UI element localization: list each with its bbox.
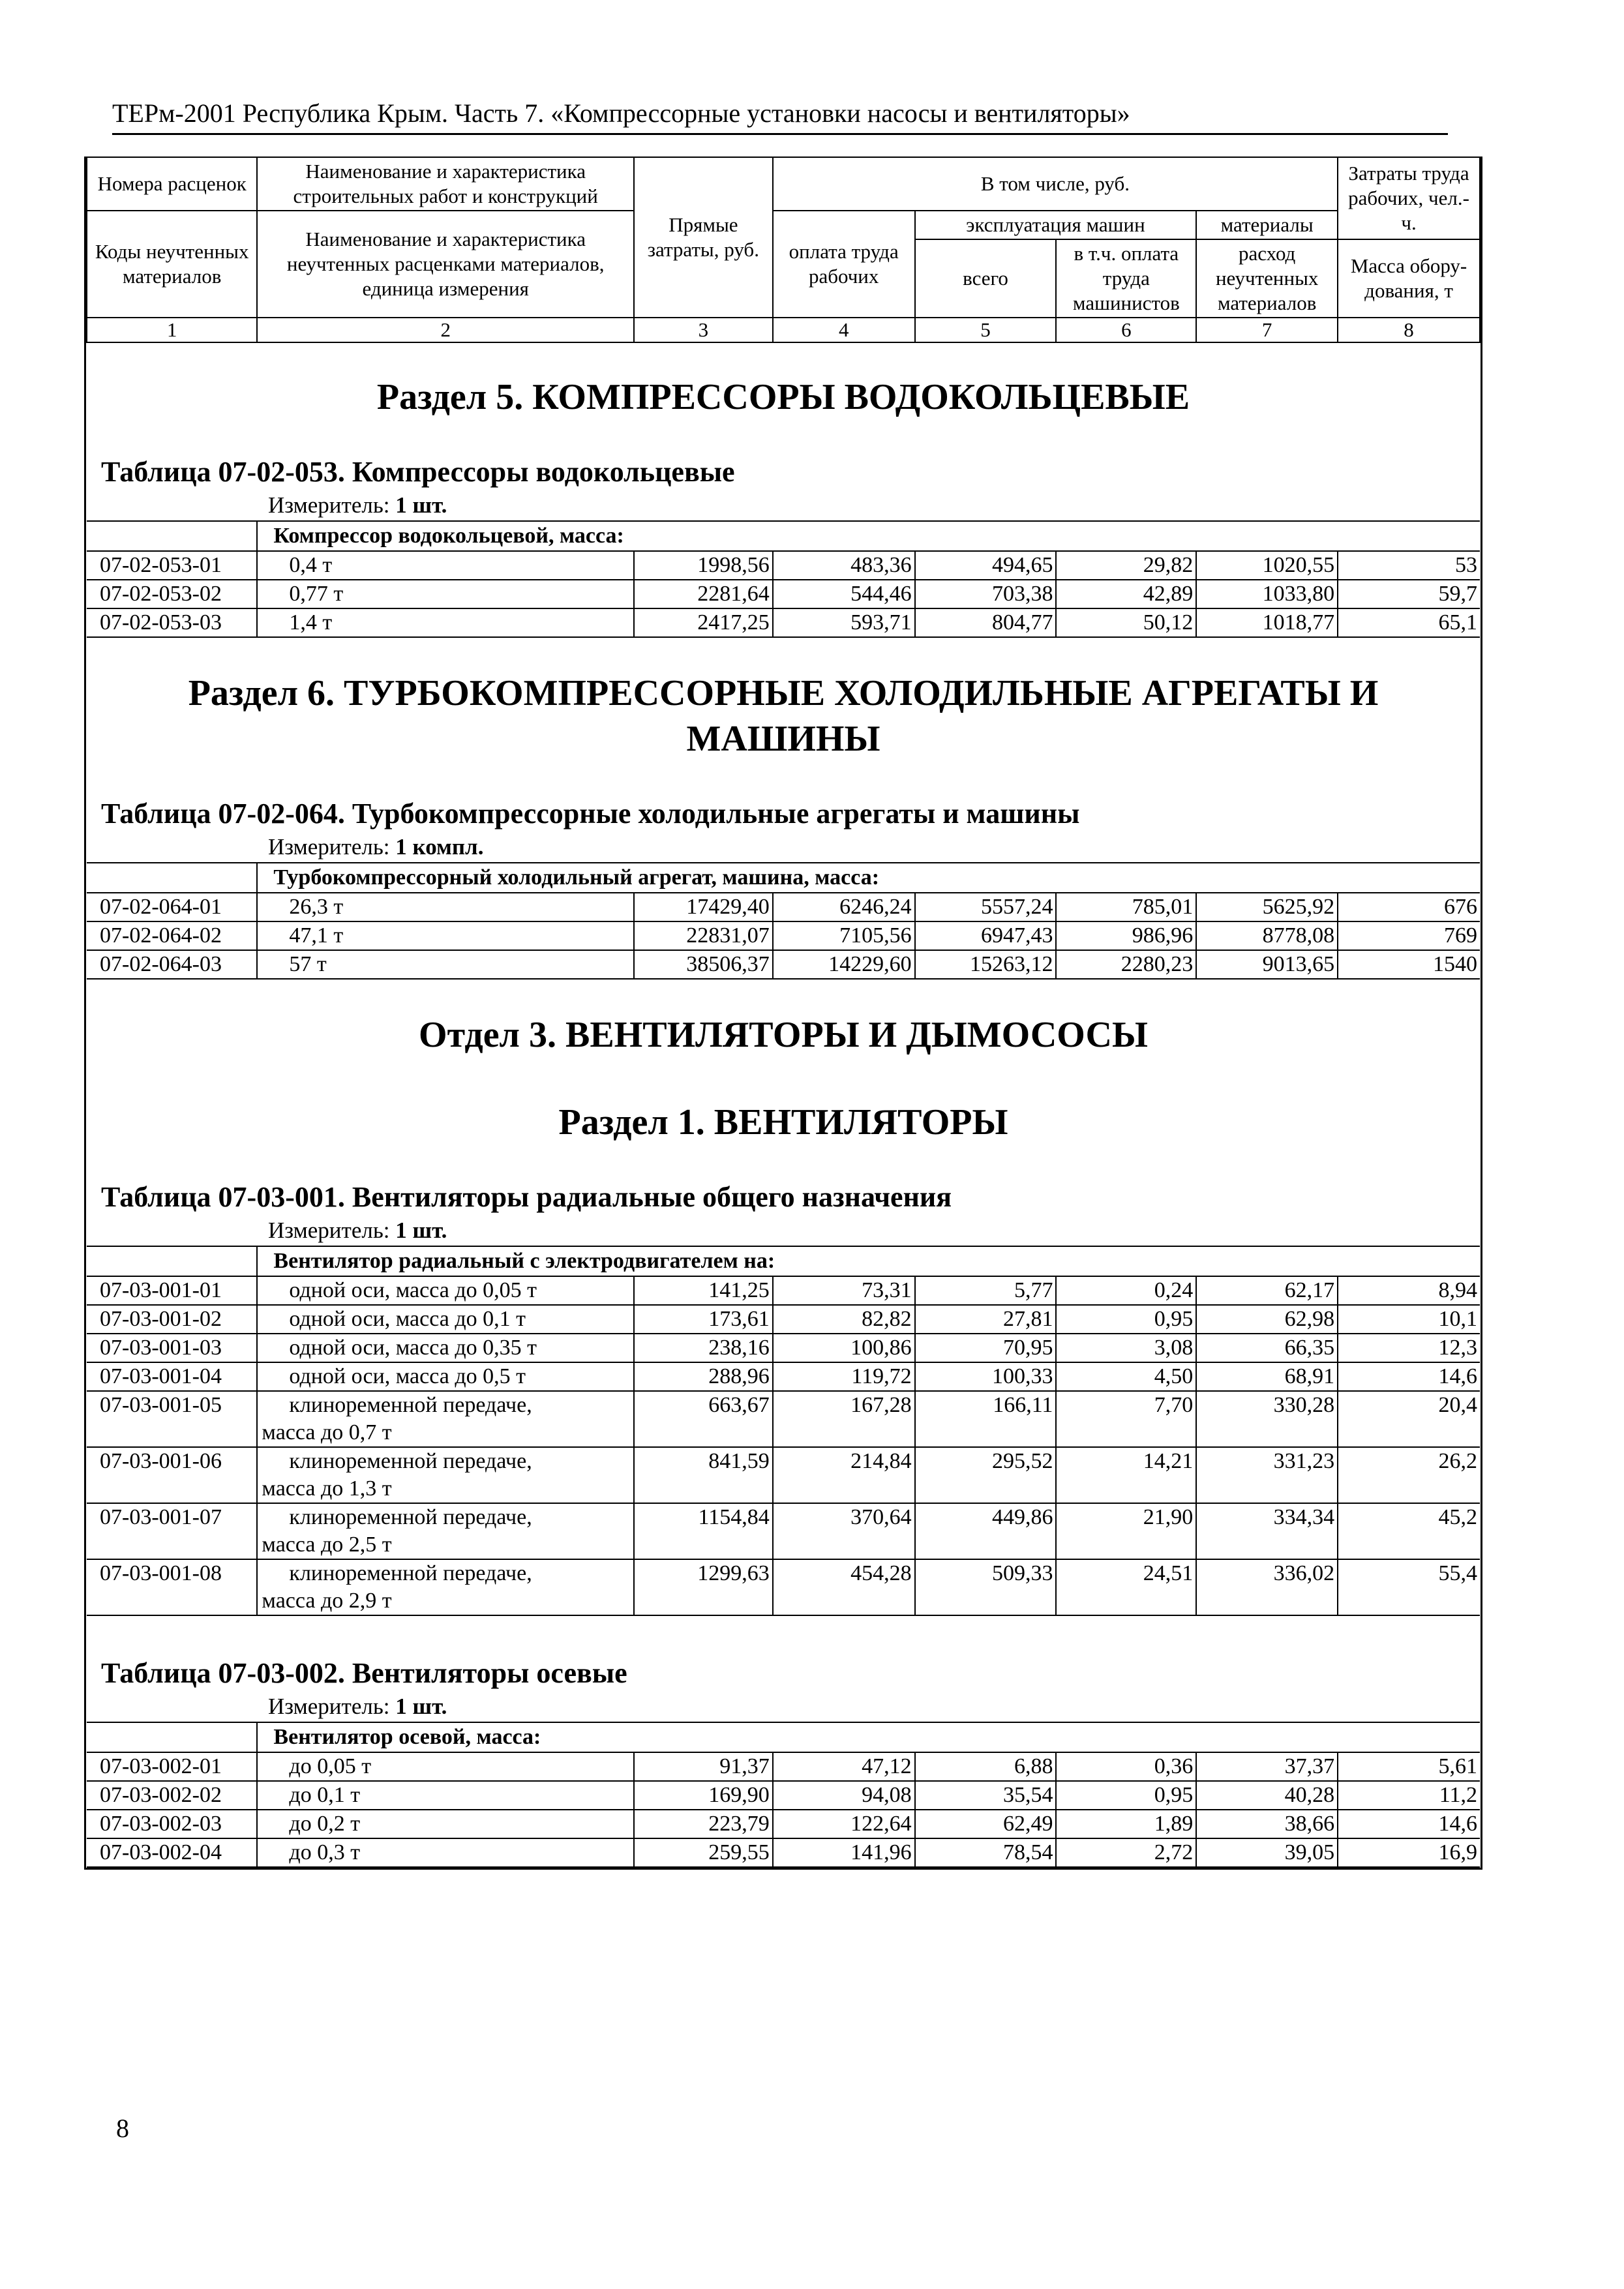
measurement-label: Измеритель: [268, 834, 390, 860]
group-label: Вентилятор осевой, масса: [257, 1722, 1480, 1752]
value-c3: 22831,07 [634, 921, 773, 950]
table-title: Таблица 07-03-001. Вентиляторы радиальные общего назначения [101, 1181, 952, 1213]
value-c5: 166,11 [915, 1391, 1057, 1447]
rate-name [257, 1391, 634, 1447]
value-c5: 100,33 [915, 1362, 1057, 1391]
value-c4: 370,64 [773, 1503, 915, 1559]
rate-name [257, 921, 634, 950]
value-c4: 141,96 [773, 1838, 915, 1867]
group-row [87, 1246, 1480, 1276]
value-c7: 9013,65 [1196, 950, 1338, 979]
value-c5: 494,65 [915, 551, 1057, 580]
value-c8: 1540 [1338, 950, 1480, 979]
value-c8: 14,6 [1338, 1810, 1480, 1838]
rate-code: 07-03-001-06 [87, 1447, 257, 1503]
table-title: Таблица 07-03-002. Вентиляторы осевые [101, 1657, 627, 1689]
value-c4: 82,82 [773, 1305, 915, 1334]
value-c6: 0,24 [1056, 1276, 1196, 1305]
value-c7: 8778,08 [1196, 921, 1338, 950]
value-c8: 65,1 [1338, 608, 1480, 637]
rate-name [257, 580, 634, 608]
value-c8: 11,2 [1338, 1781, 1480, 1810]
rate-name-line: до 0,1 т [289, 1783, 361, 1807]
value-c5: 15263,12 [915, 950, 1057, 979]
rate-code: 07-03-002-02 [87, 1781, 257, 1810]
value-c6: 3,08 [1056, 1334, 1196, 1362]
col1-top-header: Номера расценок [87, 157, 257, 211]
measurement-unit [87, 832, 1480, 862]
value-c8: 59,7 [1338, 580, 1480, 608]
table-title-row [87, 1615, 1480, 1722]
page-header: ТЕРм-2001 Республика Крым. Часть 7. «Компрессорные установки насосы и вентиляторы» [112, 95, 1448, 135]
rate-name-line: одной оси, масса до 0,35 т [289, 1336, 537, 1360]
value-c6: 0,95 [1056, 1781, 1196, 1810]
rate-code: 07-03-001-05 [87, 1391, 257, 1447]
value-c6: 785,01 [1056, 893, 1196, 921]
machines-header: эксплуатация машин [915, 211, 1197, 239]
value-c3: 238,16 [634, 1334, 773, 1362]
rate-name [257, 1503, 634, 1559]
rate-name [257, 1362, 634, 1391]
value-c3: 17429,40 [634, 893, 773, 921]
group-row [87, 521, 1480, 551]
rate-name-line: 0,77 т [289, 582, 344, 606]
column-number: 8 [1338, 318, 1480, 342]
value-c7: 38,66 [1196, 1810, 1338, 1838]
value-c4: 454,28 [773, 1559, 915, 1615]
rate-code: 07-02-064-02 [87, 921, 257, 950]
column-number: 2 [257, 318, 634, 342]
rate-name-line: до 0,2 т [289, 1812, 361, 1836]
value-c3: 1154,84 [634, 1503, 773, 1559]
price-table [84, 157, 1482, 1870]
value-c3: 91,37 [634, 1752, 773, 1781]
materials-header: материалы [1196, 211, 1338, 239]
value-c8: 20,4 [1338, 1391, 1480, 1447]
value-c6: 2280,23 [1056, 950, 1196, 979]
measurement-value: 1 компл. [395, 834, 484, 860]
value-c4: 100,86 [773, 1334, 915, 1362]
value-c5: 6947,43 [915, 921, 1057, 950]
rate-name-line: масса до 1,3 т [262, 1476, 392, 1501]
value-c6: 986,96 [1056, 921, 1196, 950]
value-c4: 593,71 [773, 608, 915, 637]
value-c4: 122,64 [773, 1810, 915, 1838]
value-c3: 141,25 [634, 1276, 773, 1305]
rate-name [257, 1334, 634, 1362]
value-c8: 14,6 [1338, 1362, 1480, 1391]
table-row [87, 1810, 1480, 1838]
rate-name-line: 47,1 т [289, 923, 344, 948]
group-spacer [87, 1722, 257, 1752]
measurement-value: 1 шт. [395, 1218, 447, 1243]
table-row [87, 921, 1480, 950]
table-row [87, 1559, 1480, 1615]
rate-code: 07-03-001-03 [87, 1334, 257, 1362]
value-c6: 14,21 [1056, 1447, 1196, 1503]
table-title-row [87, 772, 1480, 863]
value-c4: 14229,60 [773, 950, 915, 979]
group-spacer [87, 521, 257, 551]
rate-name-line: 1,4 т [289, 610, 333, 635]
value-c5: 70,95 [915, 1334, 1057, 1362]
table-row [87, 580, 1480, 608]
measurement-unit [87, 1692, 1480, 1722]
table-title: Таблица 07-02-064. Турбокомпрессорные холодильные агрегаты и машины [101, 798, 1080, 830]
rate-name-line: одной оси, масса до 0,1 т [289, 1307, 526, 1331]
table-row [87, 1503, 1480, 1559]
rate-name-line: масса до 2,9 т [262, 1589, 392, 1613]
table-title: Таблица 07-02-053. Компрессоры водокольцевые [101, 456, 735, 488]
measurement-label: Измеритель: [268, 492, 390, 518]
rate-name [257, 1752, 634, 1781]
table-title-row [87, 1156, 1480, 1246]
column-number: 6 [1056, 318, 1196, 342]
table-title-row [87, 430, 1480, 521]
rate-name-line: одной оси, масса до 0,05 т [289, 1278, 537, 1302]
rate-name [257, 893, 634, 921]
value-c5: 78,54 [915, 1838, 1057, 1867]
col4-header: оплата труда рабочих [773, 211, 915, 318]
measurement-value: 1 шт. [395, 492, 447, 518]
measurement-unit [87, 1216, 1480, 1246]
section-title: Раздел 6. ТУРБОКОМПРЕССОРНЫЕ ХОЛОДИЛЬНЫЕ АГРЕГАТЫ И МАШИНЫ [188, 673, 1379, 759]
table-row [87, 1447, 1480, 1503]
table-row [87, 1838, 1480, 1867]
rate-name-line: до 0,3 т [289, 1840, 361, 1864]
value-c4: 6246,24 [773, 893, 915, 921]
rate-name [257, 608, 634, 637]
rate-code: 07-02-064-03 [87, 950, 257, 979]
value-c6: 24,51 [1056, 1559, 1196, 1615]
value-c8: 26,2 [1338, 1447, 1480, 1503]
value-c7: 62,17 [1196, 1276, 1338, 1305]
rate-code: 07-03-001-04 [87, 1362, 257, 1391]
rate-name-line: клиноременной передаче, [289, 1393, 532, 1417]
rate-name [257, 551, 634, 580]
rate-name [257, 1276, 634, 1305]
section-heading-row [87, 979, 1480, 1156]
col6-header: в т.ч. оплата труда машинистов [1056, 239, 1196, 318]
value-c8: 55,4 [1338, 1559, 1480, 1615]
col2-bottom-header: Наименование и характеристика неучтенных расценками материалов, единица измерения [257, 211, 634, 318]
page-number: 8 [116, 2114, 129, 2143]
value-c5: 5,77 [915, 1276, 1057, 1305]
rate-code: 07-03-001-01 [87, 1276, 257, 1305]
col3-header: Прямые затраты, руб. [634, 157, 773, 318]
value-c7: 1020,55 [1196, 551, 1338, 580]
column-number: 3 [634, 318, 773, 342]
value-c8: 676 [1338, 893, 1480, 921]
rate-name-line: клиноременной передаче, [289, 1505, 532, 1529]
table-row [87, 893, 1480, 921]
value-c5: 27,81 [915, 1305, 1057, 1334]
col1-bottom-header: Коды неучтенных материалов [87, 211, 257, 318]
value-c6: 50,12 [1056, 608, 1196, 637]
value-c8: 16,9 [1338, 1838, 1480, 1867]
rate-name-line: 57 т [289, 952, 327, 976]
subsection-title: Раздел 1. ВЕНТИЛЯТОРЫ [558, 1102, 1008, 1143]
group-label: Компрессор водокольцевой, масса: [257, 521, 1480, 551]
value-c4: 94,08 [773, 1781, 915, 1810]
col7-header: расход неучтенных материалов [1196, 239, 1338, 318]
value-c7: 39,05 [1196, 1838, 1338, 1867]
measurement-unit [87, 490, 1480, 520]
rate-code: 07-03-001-02 [87, 1305, 257, 1334]
value-c6: 0,36 [1056, 1752, 1196, 1781]
section-title: Отдел 3. ВЕНТИЛЯТОРЫ И ДЫМОСОСЫ [419, 1015, 1148, 1055]
value-c5: 62,49 [915, 1810, 1057, 1838]
value-c5: 295,52 [915, 1447, 1057, 1503]
value-c6: 7,70 [1056, 1391, 1196, 1447]
table-row [87, 1334, 1480, 1362]
table-row [87, 950, 1480, 979]
rate-code: 07-02-053-01 [87, 551, 257, 580]
value-c6: 29,82 [1056, 551, 1196, 580]
column-number: 5 [915, 318, 1057, 342]
rate-name [257, 1810, 634, 1838]
value-c3: 663,67 [634, 1391, 773, 1447]
value-c3: 259,55 [634, 1838, 773, 1867]
value-c6: 4,50 [1056, 1362, 1196, 1391]
value-c4: 73,31 [773, 1276, 915, 1305]
value-c3: 38506,37 [634, 950, 773, 979]
rate-name [257, 1781, 634, 1810]
group-row [87, 863, 1480, 893]
rate-name [257, 950, 634, 979]
value-c7: 334,34 [1196, 1503, 1338, 1559]
rate-code: 07-03-001-07 [87, 1503, 257, 1559]
value-c4: 483,36 [773, 551, 915, 580]
rate-name-line: одной оси, масса до 0,5 т [289, 1364, 526, 1388]
value-c4: 214,84 [773, 1447, 915, 1503]
value-c8: 10,1 [1338, 1305, 1480, 1334]
value-c7: 336,02 [1196, 1559, 1338, 1615]
rate-name [257, 1838, 634, 1867]
value-c8: 45,2 [1338, 1503, 1480, 1559]
col5-header: всего [915, 239, 1057, 318]
value-c4: 47,12 [773, 1752, 915, 1781]
rate-code: 07-02-064-01 [87, 893, 257, 921]
rate-name-line: 26,3 т [289, 895, 344, 919]
column-number: 1 [87, 318, 257, 342]
value-c8: 5,61 [1338, 1752, 1480, 1781]
value-c5: 703,38 [915, 580, 1057, 608]
section-title: Раздел 5. КОМПРЕССОРЫ ВОДОКОЛЬЦЕВЫЕ [376, 377, 1190, 417]
value-c3: 169,90 [634, 1781, 773, 1810]
table-row [87, 1391, 1480, 1447]
value-c3: 1299,63 [634, 1559, 773, 1615]
rate-code: 07-03-002-04 [87, 1838, 257, 1867]
rate-code: 07-03-001-08 [87, 1559, 257, 1615]
value-c8: 12,3 [1338, 1334, 1480, 1362]
col8-bottom-header: Масса обору-дования, т [1338, 239, 1480, 318]
value-c5: 449,86 [915, 1503, 1057, 1559]
value-c3: 841,59 [634, 1447, 773, 1503]
column-number: 7 [1196, 318, 1338, 342]
rate-name [257, 1559, 634, 1615]
value-c5: 804,77 [915, 608, 1057, 637]
rate-code: 07-02-053-03 [87, 608, 257, 637]
rate-code: 07-03-002-01 [87, 1752, 257, 1781]
value-c7: 37,37 [1196, 1752, 1338, 1781]
rate-name-line: клиноременной передаче, [289, 1561, 532, 1585]
group-label: Вентилятор радиальный с электродвигателем на: [257, 1246, 1480, 1276]
section-heading-row [87, 342, 1480, 430]
rate-name [257, 1447, 634, 1503]
column-numbers-row [87, 318, 1480, 342]
section-heading-row [87, 637, 1480, 772]
rate-name-line: 0,4 т [289, 553, 333, 577]
value-c5: 509,33 [915, 1559, 1057, 1615]
value-c7: 62,98 [1196, 1305, 1338, 1334]
value-c8: 8,94 [1338, 1276, 1480, 1305]
value-c6: 0,95 [1056, 1305, 1196, 1334]
rate-name [257, 1305, 634, 1334]
value-c5: 35,54 [915, 1781, 1057, 1810]
value-c5: 5557,24 [915, 893, 1057, 921]
value-c6: 42,89 [1056, 580, 1196, 608]
value-c6: 21,90 [1056, 1503, 1196, 1559]
table-row [87, 1362, 1480, 1391]
value-c7: 330,28 [1196, 1391, 1338, 1447]
table-row [87, 1781, 1480, 1810]
table-row [87, 1752, 1480, 1781]
rate-name-line: масса до 2,5 т [262, 1533, 392, 1557]
value-c7: 40,28 [1196, 1781, 1338, 1810]
value-c7: 1018,77 [1196, 608, 1338, 637]
value-c8: 53 [1338, 551, 1480, 580]
value-c7: 5625,92 [1196, 893, 1338, 921]
value-c4: 544,46 [773, 580, 915, 608]
measurement-value: 1 шт. [395, 1694, 447, 1719]
value-c6: 1,89 [1056, 1810, 1196, 1838]
value-c7: 331,23 [1196, 1447, 1338, 1503]
value-c3: 288,96 [634, 1362, 773, 1391]
rate-name-line: до 0,05 т [289, 1754, 372, 1778]
group-row [87, 1722, 1480, 1752]
value-c3: 2417,25 [634, 608, 773, 637]
value-c3: 223,79 [634, 1810, 773, 1838]
included-header: В том числе, руб. [773, 157, 1338, 211]
value-c3: 173,61 [634, 1305, 773, 1334]
column-number: 4 [773, 318, 915, 342]
value-c5: 6,88 [915, 1752, 1057, 1781]
value-c7: 66,35 [1196, 1334, 1338, 1362]
value-c4: 7105,56 [773, 921, 915, 950]
group-spacer [87, 1246, 257, 1276]
rate-code: 07-03-002-03 [87, 1810, 257, 1838]
value-c4: 167,28 [773, 1391, 915, 1447]
value-c7: 68,91 [1196, 1362, 1338, 1391]
value-c7: 1033,80 [1196, 580, 1338, 608]
rate-code: 07-02-053-02 [87, 580, 257, 608]
table-row [87, 1305, 1480, 1334]
table-header [87, 157, 1480, 342]
group-label: Турбокомпрессорный холодильный агрегат, машина, масса: [257, 863, 1480, 893]
measurement-label: Измеритель: [268, 1218, 390, 1243]
group-spacer [87, 863, 257, 893]
table-row [87, 1276, 1480, 1305]
col8-top-header: Затраты труда рабочих, чел.-ч. [1338, 157, 1480, 239]
value-c6: 2,72 [1056, 1838, 1196, 1867]
rate-name-line: масса до 0,7 т [262, 1420, 392, 1444]
col2-top-header: Наименование и характеристика строительных работ и конструкций [257, 157, 634, 211]
table-row [87, 551, 1480, 580]
measurement-label: Измеритель: [268, 1694, 390, 1719]
value-c3: 2281,64 [634, 580, 773, 608]
value-c4: 119,72 [773, 1362, 915, 1391]
rate-name-line: клиноременной передаче, [289, 1449, 532, 1473]
value-c8: 769 [1338, 921, 1480, 950]
table-row [87, 608, 1480, 637]
value-c3: 1998,56 [634, 551, 773, 580]
